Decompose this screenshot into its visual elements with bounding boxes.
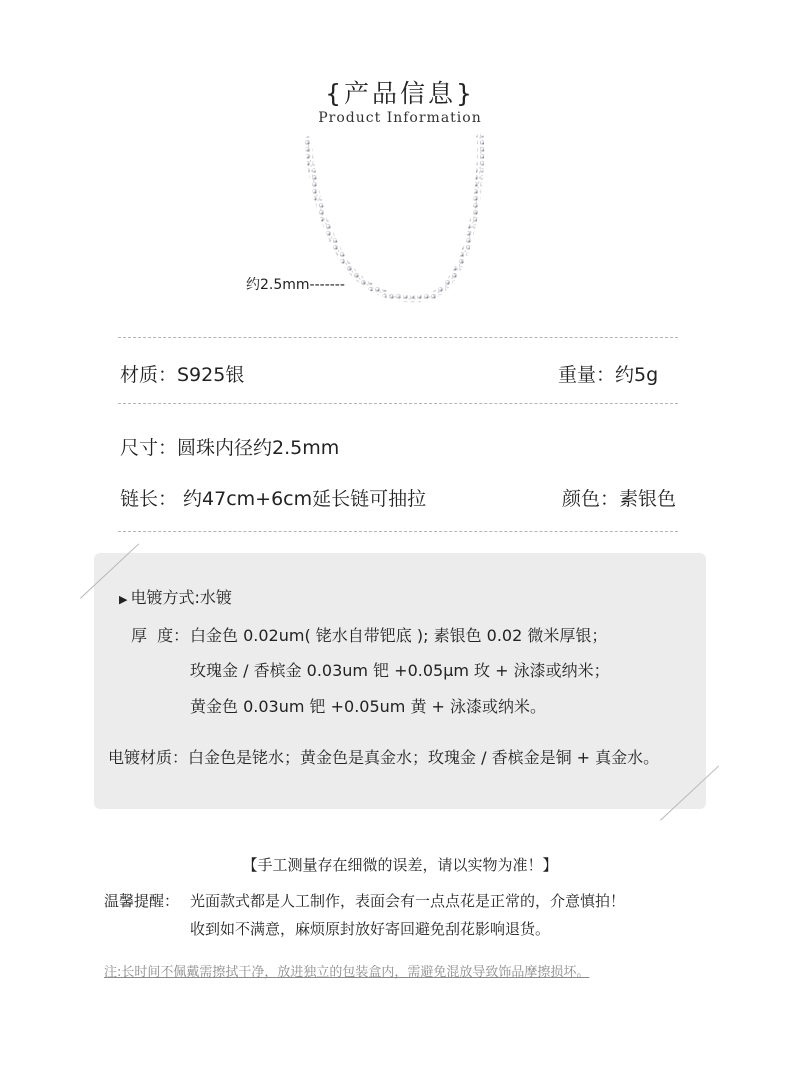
plating-heading: ▶ 电镀方式:水镀 [119, 588, 232, 607]
care-footnote: 注:长时间不佩戴需擦拭干净，放进独立的包装盒内，需避免混放导致饰品摩擦损坏。 [104, 965, 590, 980]
divider [118, 337, 678, 338]
page-title: {产品信息} [325, 79, 475, 108]
thickness-line: 玫瑰金 / 香槟金 0.03um 钯 +0.05μm 玫 + 泳漆或纳米； [190, 661, 610, 680]
thickness-line: 白金色 0.02um( 铑水自带钯底 ); 素银色 0.02 微米厚银； [190, 626, 608, 645]
size-callout: 约2.5mm------- [246, 277, 345, 293]
tip-line: 光面款式都是人工制作，表面会有一点点花是正常的，介意慎拍！ [190, 892, 626, 910]
color-spec: 颜色：素银色 [562, 488, 677, 510]
size-spec: 尺寸：圆珠内径约2.5mm [120, 437, 340, 459]
material-spec: 材质：S925银 [120, 364, 245, 386]
thickness-line: 黄金色 0.03um 钯 +0.05um 黄 + 泳漆或纳米。 [190, 697, 547, 716]
thickness-label: 厚 度： [131, 626, 190, 645]
divider [118, 403, 678, 404]
tip-line: 收到如不满意，麻烦原封放好寄回避免刮花影响退货。 [190, 920, 551, 938]
chain-length-spec: 链长： 约47cm+6cm延长链可抽拉 [120, 488, 427, 510]
plating-material-line: 电镀材质：白金色是铑水；黄金色是真金水；玫瑰金 / 香槟金是铜 + 真金水。 [108, 748, 660, 767]
page-subtitle: Product Information [318, 110, 482, 126]
measurement-notice: 【手工测量存在细微的误差，请以实物为准！】 [242, 856, 558, 874]
divider [118, 531, 678, 532]
triangle-bullet-icon: ▶ [119, 593, 128, 606]
weight-spec: 重量：约5g [558, 364, 659, 386]
tip-label: 温馨提醒： [104, 892, 180, 910]
